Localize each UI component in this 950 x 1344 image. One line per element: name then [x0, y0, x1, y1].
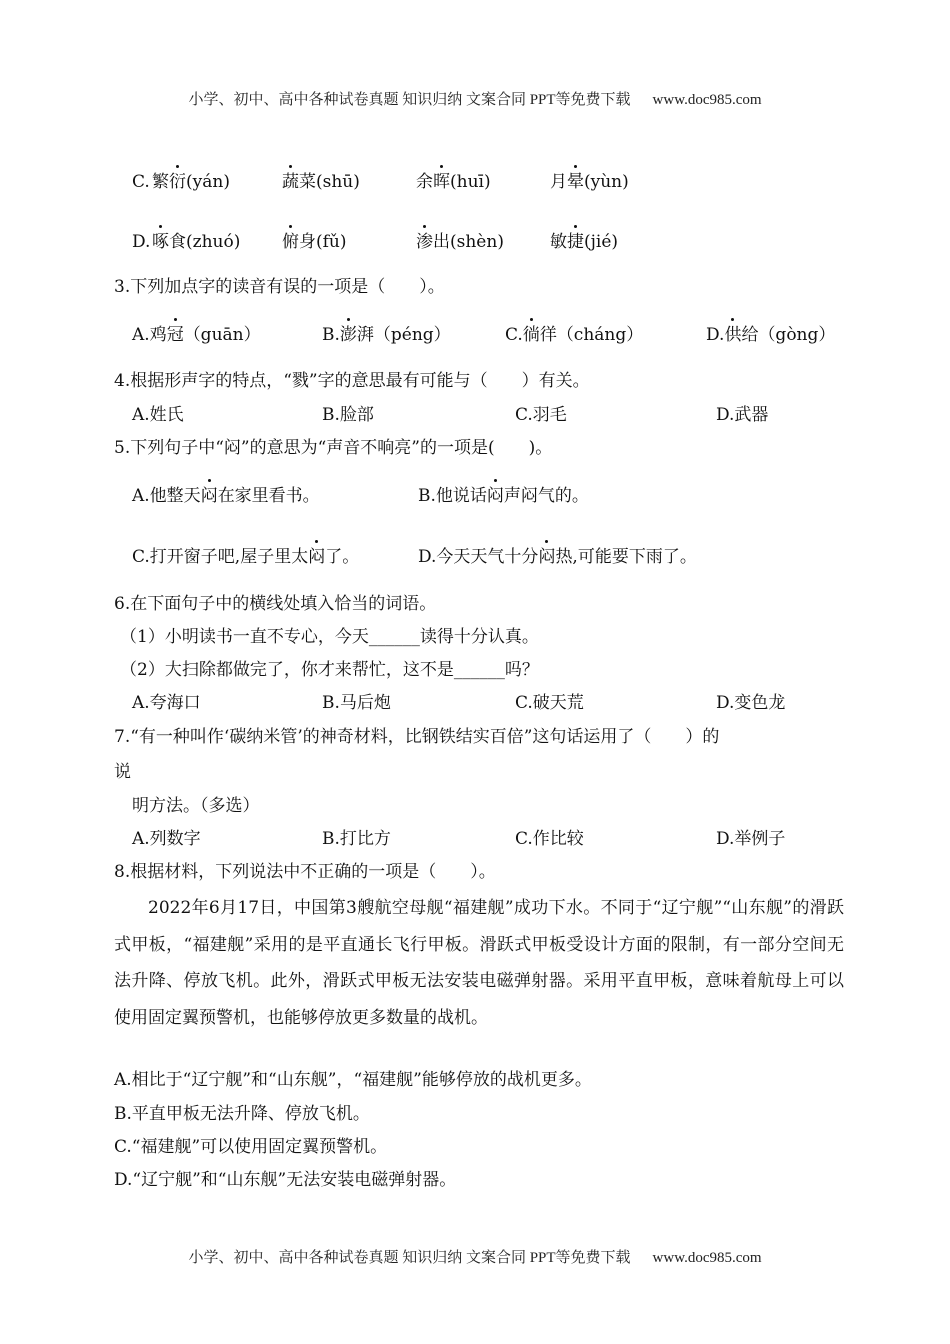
q6-option-b: B.马后炮	[322, 693, 391, 713]
q6-option-c: C.破天荒	[515, 693, 584, 713]
q2-d-item-4: 敏捷(jié)	[550, 232, 619, 252]
page-header	[0, 88, 950, 109]
q7-option-a: A.列数字	[132, 829, 201, 849]
q6-option-a: A.夸海口	[132, 693, 201, 713]
q6-option-d: D.变色龙	[716, 693, 786, 713]
q2-c-label: C.	[132, 172, 150, 192]
q2-c-item-2: 蔬菜(shū)	[282, 172, 360, 192]
header-site: www.doc985.com	[652, 92, 762, 108]
q7-option-d: D.举例子	[716, 829, 786, 849]
q3-option-c: C.徜徉（cháng）	[505, 325, 644, 345]
q3-option-d: D.供给（gòng）	[706, 325, 836, 345]
q7-option-b: B.打比方	[322, 829, 391, 849]
q2-c-item-3: 余晖(huī)	[416, 172, 491, 192]
q4-option-c: C.羽毛	[515, 405, 567, 425]
q7-option-c: C.作比较	[515, 829, 584, 849]
q7-stem-line-2: 说	[114, 762, 131, 782]
q5-option-c: C.打开窗子吧,屋子里太闷了。	[132, 547, 360, 567]
q6-sentence-1: （1）小明读书一直不专心，今天______读得十分认真。	[120, 627, 539, 647]
q3-stem: 3.下列加点字的读音有误的一项是（ ）。	[114, 277, 445, 297]
q8-stem: 8.根据材料，下列说法中不正确的一项是（ ）。	[114, 862, 496, 882]
q8-material: 2022年6月17日，中国第3艘航空母舰“福建舰”成功下水。不同于“辽宁舰”“山东舰”的滑跃式甲板，“福建舰”采用的是平直通长飞行甲板。滑跃式甲板受设计方面的限制，有一部分空间无法升降、停放飞机。此外，滑跃式甲板无法安装电磁弹射器。采用平直甲板，意味着航母上可以使用固定翼预警机，也能够停放更多数量的战机。	[114, 898, 844, 1028]
q2-d-item-1: 啄食(zhuó)	[152, 232, 241, 252]
q4-option-b: B.脸部	[322, 405, 374, 425]
q2-d-label: D.	[132, 232, 151, 252]
header-text: 小学、初中、高中各种试卷真题 知识归纳 文案合同 PPT等免费下载	[188, 92, 631, 108]
q4-stem: 4.根据形声字的特点，“戮”字的意思最有可能与（ ）有关。	[114, 371, 590, 391]
footer-site: www.doc985.com	[652, 1250, 762, 1266]
q6-stem: 6.在下面句子中的横线处填入恰当的词语。	[114, 594, 437, 614]
q5-option-a: A.他整天闷在家里看书。	[132, 486, 320, 506]
q7-stem-line-1: 7.“有一种叫作‘碳纳米管’的神奇材料，比钢铁结实百倍”这句话运用了（ ）的	[114, 727, 720, 747]
q4-option-a: A.姓氏	[132, 405, 184, 425]
q2-d-item-2: 俯身(fǔ)	[282, 232, 347, 252]
q5-option-d: D.今天天气十分闷热,可能要下雨了。	[418, 547, 697, 567]
q8-option-d: D.“辽宁舰”和“山东舰”无法安装电磁弹射器。	[114, 1170, 457, 1190]
q7-stem-line-3: 明方法。（多选）	[132, 796, 260, 816]
q8-option-c: C.“福建舰”可以使用固定翼预警机。	[114, 1137, 388, 1157]
q5-stem: 5.下列句子中“闷”的意思为“声音不响亮”的一项是( )。	[114, 438, 553, 458]
q8-option-a: A.相比于“辽宁舰”和“山东舰”，“福建舰”能够停放的战机更多。	[114, 1070, 592, 1090]
q2-c-item-4: 月晕(yùn)	[550, 172, 629, 192]
page-footer	[0, 1246, 950, 1267]
q3-option-a: A.鸡冠（guān）	[132, 325, 261, 345]
q3-option-b: B.澎湃（péng）	[322, 325, 451, 345]
q2-c-item-1: 繁衍(yán)	[152, 172, 230, 192]
q2-d-item-3: 渗出(shèn)	[416, 232, 504, 252]
q5-option-b: B.他说话闷声闷气的。	[418, 486, 589, 506]
footer-text: 小学、初中、高中各种试卷真题 知识归纳 文案合同 PPT等免费下载	[188, 1250, 631, 1266]
q8-option-b: B.平直甲板无法升降、停放飞机。	[114, 1104, 370, 1124]
q4-option-d: D.武器	[716, 405, 769, 425]
q6-sentence-2: （2）大扫除都做完了，你才来帮忙，这不是______吗？	[120, 660, 539, 680]
